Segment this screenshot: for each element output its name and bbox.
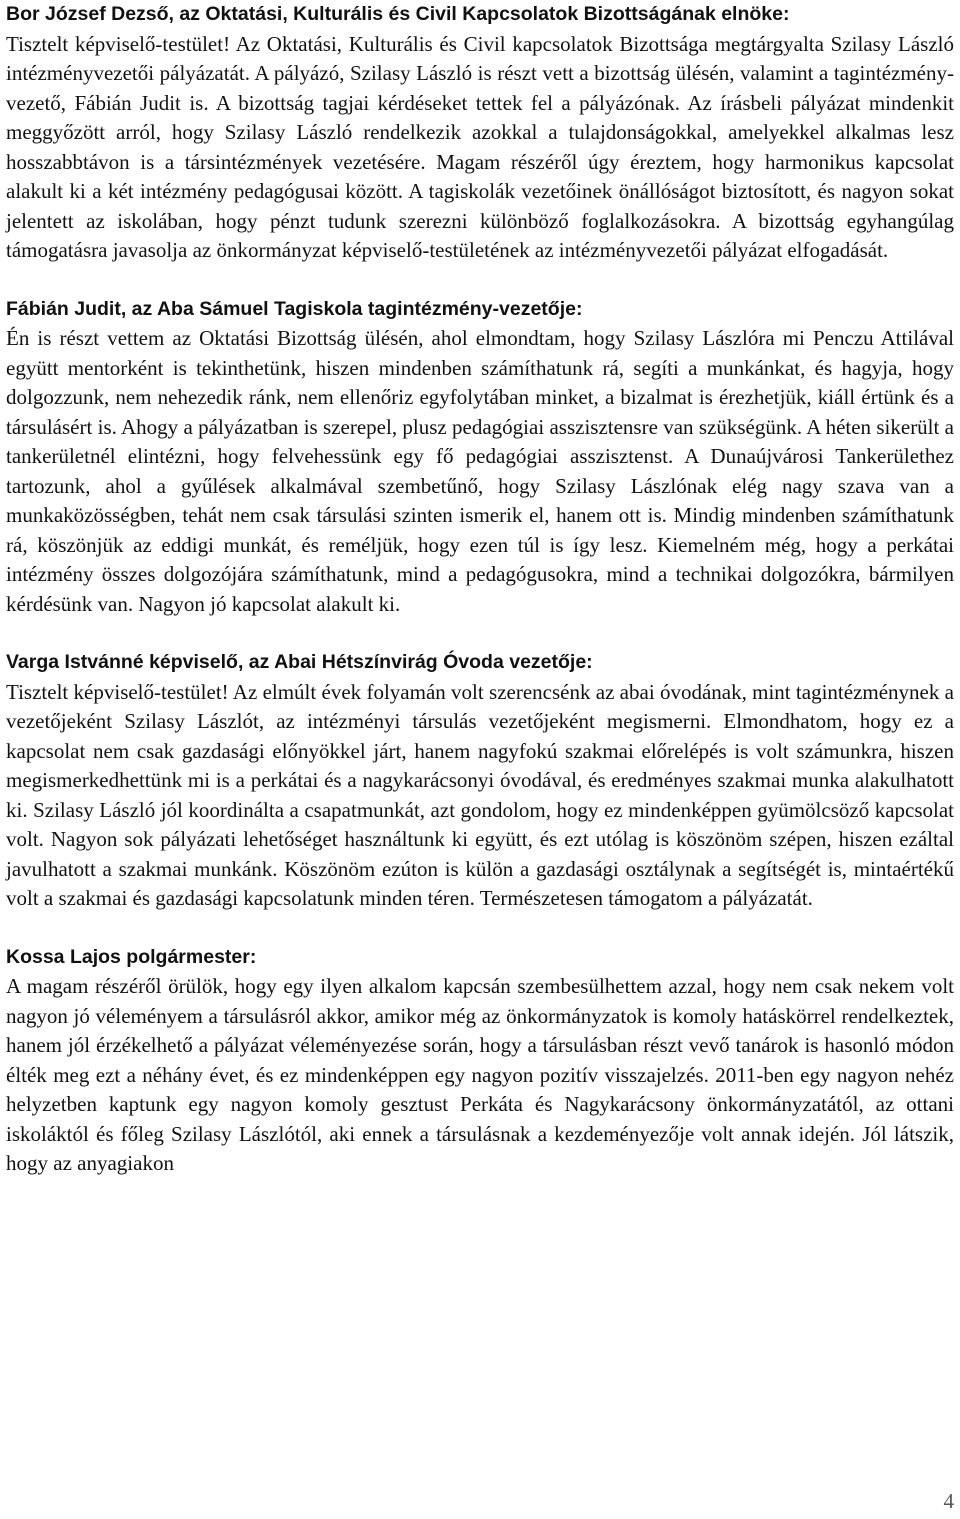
speaker-heading: Fábián Judit, az Aba Sámuel Tagiskola tagintézmény-vezetője: — [6, 297, 583, 320]
speaker-heading: Bor József Dezső, az Oktatási, Kulturális és Civil Kapcsolatok Bizottságának elnöke: — [6, 3, 790, 25]
speaker-heading: Varga Istvánné képviselő, az Abai Hétszínvirág Óvoda vezetője: — [6, 651, 593, 673]
paragraph: Tisztelt képviselő-testület! Az Oktatási, Kulturális és Civil kapcsolatok Bizottsága megtárgyalta Szilasy László intézményvezetői pályázatát. A pályázó, Szilasy László is részt vett a bizottság ülésén, valamint a tagintézmény-vezető, Fábián Judit is. A bizottság tagjai kérdéseket tettek fel a pályázónak. Az írásbeli pályázat mindenkit meggyőzött arról, hogy Szilasy László rendelkezik azokkal a tulajdonságokkal, amelyekkel alkalmas lesz hosszabbtávon is a társintézmények vezetésére. Magam részéről úgy éreztem, hogy harmonikus kapcsolat alakult ki a két intézmény pedagógusai között. A tagiskolák vezetőinek önállóságot biztosított, és nagyon sokat jelentett az iskolában, hogy pénzt tudunk szerezni különböző foglalkozásokra. A bizottság egyhangúlag támogatásra javasolja az önkormányzat képviselő-testületének az intézményvezetői pályázat elfogadását. — [6, 31, 954, 262]
speaker-heading: Kossa Lajos polgármester: — [6, 945, 257, 968]
section-fabian-judit — [6, 295, 954, 620]
page-number: 4 — [943, 1489, 954, 1513]
section-varga-istvanne — [6, 648, 954, 914]
paragraph: A magam részéről örülök, hogy egy ilyen alkalom kapcsán szembesülhettem azzal, hogy nem csak nekem volt nagyon jó véleményem a társulásról akkor, amikor még az önkormányzatok is komoly hatáskörrel rendelkeztek, hanem jól érzékelhető a pályázat véleményezése során, hogy a társulásban részt vevő tanárok is hasonló módon élték meg ezt a néhány évet, és ez mindenképpen egy nagyon pozitív visszajelzés. 2011-ben egy nagyon nehéz helyzetben kaptunk egy nagyon komoly gesztust Perkáta és Nagykarácsony önkormányzatától, az ottani iskoláktól és főleg Szilasy Lászlótól, aki ennek a társulásnak a kezdeményezője volt annak idején. Jól látszik, hogy az anyagiakon — [6, 974, 954, 1175]
section-kossa-lajos — [6, 943, 954, 1179]
paragraph: Tisztelt képviselő-testület! Az elmúlt évek folyamán volt szerencsénk az abai óvodának, mint tagintézménynek a vezetőjeként Szilasy Lászlót, az intézményi társulás vezetőjeként megismerni. Elmondhatom, hogy ez a kapcsolat nem csak gazdasági előnyökkel járt, hanem nagyfokú szakmai előrelépés is volt számunkra, hiszen megismerkedhettünk mi is a perkátai és a nagykarácsonyi óvodával, és eredményes szakmai munka alakulhatott ki. Szilasy László jól koordinálta a csapatmunkát, azt gondolom, hogy ez mindenképpen gyümölcsöző kapcsolat volt. Nagyon sok pályázati lehetőséget használtunk ki együtt, és ezt utólag is köszönöm szépen, hiszen ezáltal javulhatott a szakmai munkánk. Köszönöm ezúton is külön a gazdasági osztálynak a segítségét is, mintaértékű volt a szakmai és gazdasági kapcsolatunk minden téren. Természetesen támogatom a pályázatát. — [6, 679, 954, 910]
section-committee-chair — [6, 0, 954, 266]
paragraph: Én is részt vettem az Oktatási Bizottság ülésén, ahol elmondtam, hogy Szilasy Lászlóra mi Penczu Attilával együtt mentorként is tekinthetünk, hiszen mindenben számíthatunk rá, segíti a munkánkat, és hagyja, hogy dolgozzunk, nem nehezedik ránk, nem ellenőriz egyfolytában minket, a bizalmat is érezhetjük, kiáll értünk és a társulásért is. Ahogy a pályázatban is szerepel, plusz pedagógiai asszisztensre van szükségünk. A héten sikerült a tankerületnél elintézni, hogy felvehessünk egy fő pedagógiai asszisztenst. A Dunaújvárosi Tankerülethez tartozunk, ahol a gyűlések alkalmával szembetűnő, hogy Szilasy Lászlónak elég nagy szava van a munkaközösségben, tehát nem csak társulási szinten ismerik el, hanem ott is. Mindig mindenben számíthatunk rá, köszönjük az eddigi munkát, és reméljük, hogy ezen túl is így lesz. Kiemelném még, hogy a perkátai intézmény összes dolgozójára számíthatunk, mind a pedagógusokra, mind a technikai dolgozókra, bármilyen kérdésünk van. Nagyon jó kapcsolat alakult ki. — [6, 326, 954, 616]
section-spacer — [6, 619, 954, 648]
section-spacer — [6, 266, 954, 295]
section-spacer — [6, 914, 954, 943]
